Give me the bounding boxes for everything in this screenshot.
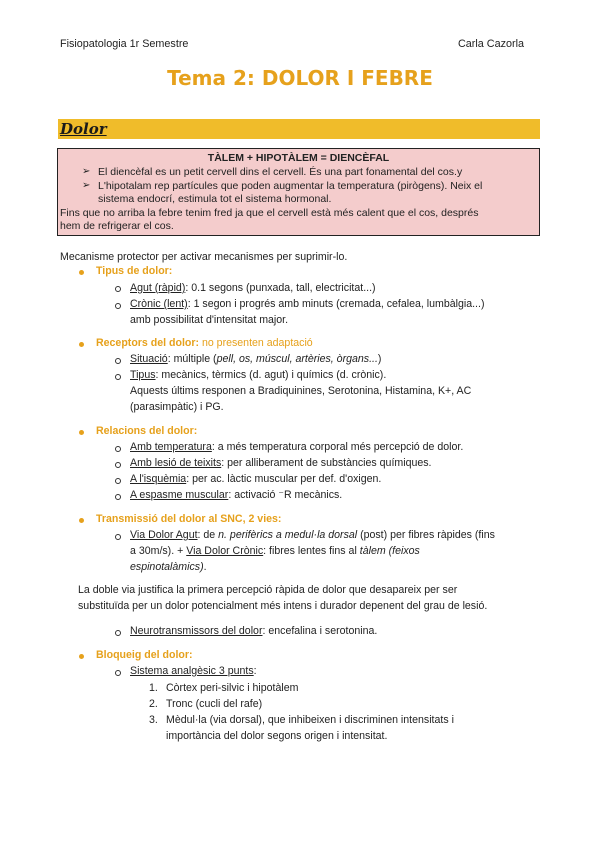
transmissio-line2 — [130, 544, 420, 558]
box-item-2-line1: L'hipotalam rep partícules que poden augmentar la temperatura (pirògens). Neix el — [98, 180, 483, 192]
circle-bullet-icon — [115, 303, 121, 309]
relacions-item-text: : a més temperatura corporal més percepció de dolor. — [211, 441, 464, 453]
box-note-line2: hem de refrigerar el cos. — [60, 220, 174, 232]
receptors-situacio — [130, 352, 381, 366]
transmissio-line3 — [130, 560, 207, 574]
section-heading: Dolor — [60, 120, 107, 138]
bloqueig-item-3-num: 3. — [149, 714, 158, 726]
situacio-pre: : múltiple ( — [167, 353, 217, 365]
tipus-agut-term: Agut (ràpid) — [130, 282, 186, 294]
relacions-item-text: : activació ⁻R mecànics. — [228, 489, 343, 501]
circle-bullet-icon — [115, 374, 121, 380]
relacions-item-term: A espasme muscular — [130, 489, 229, 501]
line3-ital: espinotalàmics) — [130, 561, 204, 573]
bloqueig-item-3-text-line1: Mèdul·la (via dorsal), que inhibeixen i discriminen intensitats i — [166, 714, 454, 726]
relacions-item-3 — [130, 472, 381, 486]
receptors-tipus-term: Tipus — [130, 369, 156, 381]
transmissio-label: Transmissió del dolor al SNC, 2 vies: — [96, 513, 282, 525]
tipus-cronic-line2: amb possibilitat d'intensitat major. — [130, 314, 289, 326]
relacions-item-2 — [130, 456, 432, 470]
header-author: Carla Cazorla — [458, 38, 525, 50]
bloqueig-item-2-num: 2. — [149, 698, 158, 710]
via-agut-ital: n. perifèrics a medul·la dorsal — [218, 529, 358, 541]
line2-text-a: a 30m/s). + — [130, 545, 187, 557]
circle-bullet-icon — [115, 630, 121, 636]
box-item-1: El diencèfal es un petit cervell dins el cervell. És una part fonamental del cos.y — [98, 166, 463, 178]
bloqueig-item-1-num: 1. — [149, 682, 158, 694]
section-heading-bar — [58, 119, 540, 139]
relacions-item-term: A l'isquèmia — [130, 473, 187, 485]
relacions-item-term: Amb lesió de teixits — [130, 457, 222, 469]
circle-bullet-icon — [115, 494, 121, 500]
via-cronic-term: Via Dolor Crònic — [186, 545, 264, 557]
tipus-label: Tipus de dolor: — [96, 265, 173, 277]
arrow-bullet-icon: ➢ — [82, 166, 91, 177]
via-agut-text-a: : de — [197, 529, 219, 541]
circle-bullet-icon — [115, 534, 121, 540]
bloqueig-item-3-text-line2: importància del dolor segons origen i intensitat. — [166, 730, 388, 742]
situacio-term: Situació — [130, 353, 168, 365]
bullet-icon — [79, 654, 84, 659]
sistema-term: Sistema analgèsic 3 punts — [130, 665, 254, 677]
box-item-2-line2: sistema endocrí, estimula tot el sistema hormonal. — [98, 193, 332, 205]
intro-text: Mecanisme protector per activar mecanismes per suprimir-lo. — [60, 251, 348, 263]
bloqueig-item-2-text: Tronc (cucli del rafe) — [166, 698, 263, 710]
tipus-cronic-text: : 1 segon i progrés amb minuts (cremada, cefalea, lumbàlgia...) — [187, 298, 485, 310]
circle-bullet-icon — [115, 478, 121, 484]
box-heading: TÀLEM + HIPOTÀLEM = DIENCÈFAL — [207, 152, 390, 164]
arrow-bullet-icon: ➢ — [82, 180, 91, 191]
neuro-text: : encefalina i serotonina. — [262, 625, 378, 637]
receptors-label: Receptors del dolor: — [96, 337, 200, 349]
situacio-ital: pell, os, múscul, artèries, òrgans... — [216, 353, 378, 365]
tipus-cronic — [130, 297, 484, 311]
transmissio-agut-line1 — [130, 528, 495, 542]
neuro-term: Neurotransmissors del dolor — [130, 625, 263, 637]
line2-ital: tàlem (feixos — [359, 545, 420, 557]
bloqueig-item-1-text: Còrtex peri-silvic i hipotàlem — [166, 682, 299, 694]
neurotransmissors — [130, 624, 377, 638]
bloqueig-label: Bloqueig del dolor: — [96, 649, 193, 661]
relacions-item-term: Amb temperatura — [130, 441, 212, 453]
relacions-item-4 — [130, 488, 342, 502]
tipus-cronic-term: Crònic (lent) — [130, 298, 188, 310]
receptors-tipus-text: : mecànics, tèrmics (d. agut) i químics (d. crònic). — [155, 369, 387, 381]
situacio-post: ) — [377, 353, 382, 365]
circle-bullet-icon — [115, 358, 121, 364]
diencefal-box — [57, 148, 540, 236]
sistema-post: : — [253, 665, 257, 677]
circle-bullet-icon — [115, 446, 121, 452]
relacions-item-text: : per alliberament de substàncies químiques. — [221, 457, 432, 469]
receptors-heading — [96, 336, 313, 350]
relacions-label: Relacions del dolor: — [96, 425, 198, 437]
sistema-analgesic — [130, 664, 257, 678]
bullet-icon — [79, 342, 84, 347]
header-subject: Fisiopatologia 1r Semestre — [60, 38, 189, 50]
circle-bullet-icon — [115, 670, 121, 676]
transmissio-para-line2: substituïda per un dolor potencialment més intens i durador depenent del grau de lesió. — [78, 600, 488, 612]
receptors-note: no presenten adaptació — [199, 337, 313, 349]
bullet-icon — [79, 518, 84, 523]
line2-text-b: : fibres lentes fins al — [263, 545, 360, 557]
circle-bullet-icon — [115, 286, 121, 292]
tipus-agut — [130, 281, 376, 295]
page-title: Tema 2: DOLOR I FEBRE — [167, 66, 433, 90]
bullet-icon — [79, 430, 84, 435]
receptors-tipus — [130, 368, 386, 382]
relacions-item-1 — [130, 440, 463, 454]
tipus-agut-text: : 0.1 segons (punxada, tall, electricitat...) — [185, 282, 376, 294]
transmissio-para-line1: La doble via justifica la primera percepció ràpida de dolor que desapareix per ser — [78, 584, 458, 596]
bullet-icon — [79, 270, 84, 275]
circle-bullet-icon — [115, 462, 121, 468]
box-note-line1: Fins que no arriba la febre tenim fred ja que el cervell està més calent que el cos, després — [60, 207, 479, 219]
receptors-extra-line2: (parasimpàtic) i PG. — [130, 401, 224, 413]
via-agut-term: Via Dolor Agut — [130, 529, 198, 541]
receptors-extra-line1: Aquests últims responen a Bradiquinines, Serotonina, Histamina, K+, AC — [130, 385, 472, 397]
via-agut-text-b: (post) per fibres ràpides (fins — [357, 529, 495, 541]
relacions-item-text: : per ac. làctic muscular per def. d'oxigen. — [186, 473, 382, 485]
line3-post: . — [203, 561, 207, 573]
